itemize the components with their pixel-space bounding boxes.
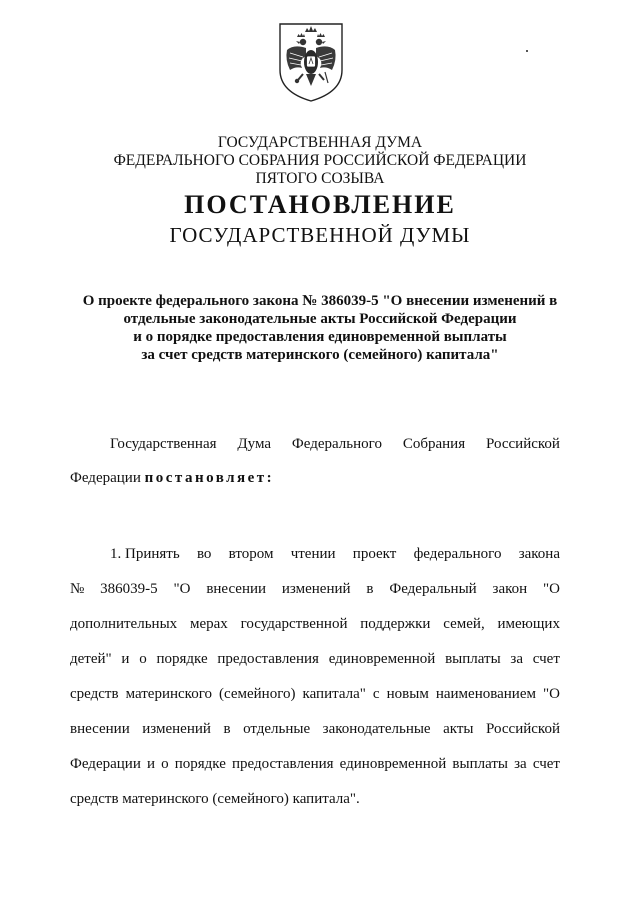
word: о — [161, 756, 169, 772]
word: выплаты — [445, 651, 501, 667]
word: чтении — [290, 546, 336, 562]
word: изменений — [142, 721, 211, 737]
word: "О — [543, 581, 560, 597]
document-subtitle: ГОСУДАРСТВЕННОЙ ДУМЫ — [169, 223, 471, 247]
word: Российской — [486, 721, 560, 737]
word: о — [139, 651, 147, 667]
word: в — [223, 721, 231, 737]
word: дополнительных — [70, 616, 178, 632]
word: № — [70, 581, 85, 597]
word: мерах — [189, 616, 228, 632]
word: семей, — [443, 616, 485, 632]
subject-line: и о порядке предоставления единовременной выплаты — [133, 329, 507, 345]
word: внесении — [206, 581, 267, 597]
clause-line — [110, 546, 560, 563]
word: выплаты — [452, 756, 508, 772]
word: отдельные — [243, 721, 311, 737]
clause-line — [70, 616, 560, 633]
document-title: ПОСТАНОВЛЕНИЕ — [184, 190, 456, 219]
word: Федерального — [291, 436, 382, 452]
word: во — [196, 546, 212, 562]
word: внесении — [70, 721, 130, 737]
word: материнского — [125, 686, 212, 702]
clause-line — [70, 756, 560, 773]
word: капитала" — [302, 686, 366, 702]
word: за — [510, 651, 524, 667]
subject-line: О проекте федерального закона № 386039-5 "О внесении изменений в — [82, 293, 558, 309]
subject-line: отдельные законодательные акты Российской Федерации — [123, 311, 517, 327]
word: втором — [228, 546, 274, 562]
clause-line — [70, 651, 560, 668]
word: порядке — [174, 756, 226, 772]
word: (семейного) — [219, 686, 296, 702]
org-line: ПЯТОГО СОЗЫВА — [255, 170, 385, 187]
russian-coat-of-arms-icon — [276, 20, 346, 104]
word: акты — [443, 721, 474, 737]
resolves-verb: постановляет: — [144, 470, 275, 486]
word: государственной — [240, 616, 348, 632]
word: законодательные — [322, 721, 431, 737]
organization-block — [0, 134, 640, 188]
word: единовременной — [328, 651, 436, 667]
word: 386039-5 — [100, 581, 158, 597]
scan-speck — [526, 50, 528, 52]
word: и — [121, 651, 130, 667]
word: закон — [492, 581, 528, 597]
word: Дума — [237, 436, 272, 452]
preamble-line — [70, 470, 560, 487]
word: "О — [173, 581, 191, 597]
word: Собрания — [402, 436, 466, 452]
preamble-line — [110, 436, 560, 453]
clause-line — [70, 686, 560, 703]
org-line: ФЕДЕРАЛЬНОГО СОБРАНИЯ РОССИЙСКОЙ ФЕДЕРАЦИИ — [113, 152, 527, 169]
word: Федерации — [70, 470, 141, 486]
word: с — [372, 686, 380, 702]
word: проект — [352, 546, 397, 562]
subject-heading — [0, 292, 640, 364]
word: Государственная — [110, 436, 217, 452]
word: Российской — [486, 436, 560, 452]
clause-line: средств материнского (семейного) капитала". — [70, 791, 360, 807]
word: в — [366, 581, 374, 597]
word: детей" — [70, 651, 112, 667]
word: порядке — [156, 651, 208, 667]
word: и — [146, 756, 155, 772]
word: 1. Принять — [110, 546, 180, 562]
subject-line: за счет средств материнского (семейного) капитала" — [141, 347, 499, 363]
word: предоставления — [232, 756, 334, 772]
word: наименованием — [435, 686, 536, 702]
word: средств — [70, 686, 119, 702]
word: "О — [543, 686, 560, 702]
org-line: ГОСУДАРСТВЕННАЯ ДУМА — [217, 134, 423, 151]
word: закона — [518, 546, 560, 562]
word: единовременной — [339, 756, 447, 772]
word: за — [514, 756, 527, 772]
word: поддержки — [360, 616, 431, 632]
clause-line — [70, 721, 560, 738]
word: предоставления — [217, 651, 319, 667]
word: Федеральный — [389, 581, 477, 597]
word: федерального — [413, 546, 502, 562]
word: имеющих — [497, 616, 560, 632]
clause-line — [70, 581, 560, 598]
word: изменений — [281, 581, 351, 597]
word: новым — [386, 686, 429, 702]
word: счет — [532, 651, 560, 667]
word: счет — [532, 756, 560, 772]
word: Федерации — [70, 756, 141, 772]
